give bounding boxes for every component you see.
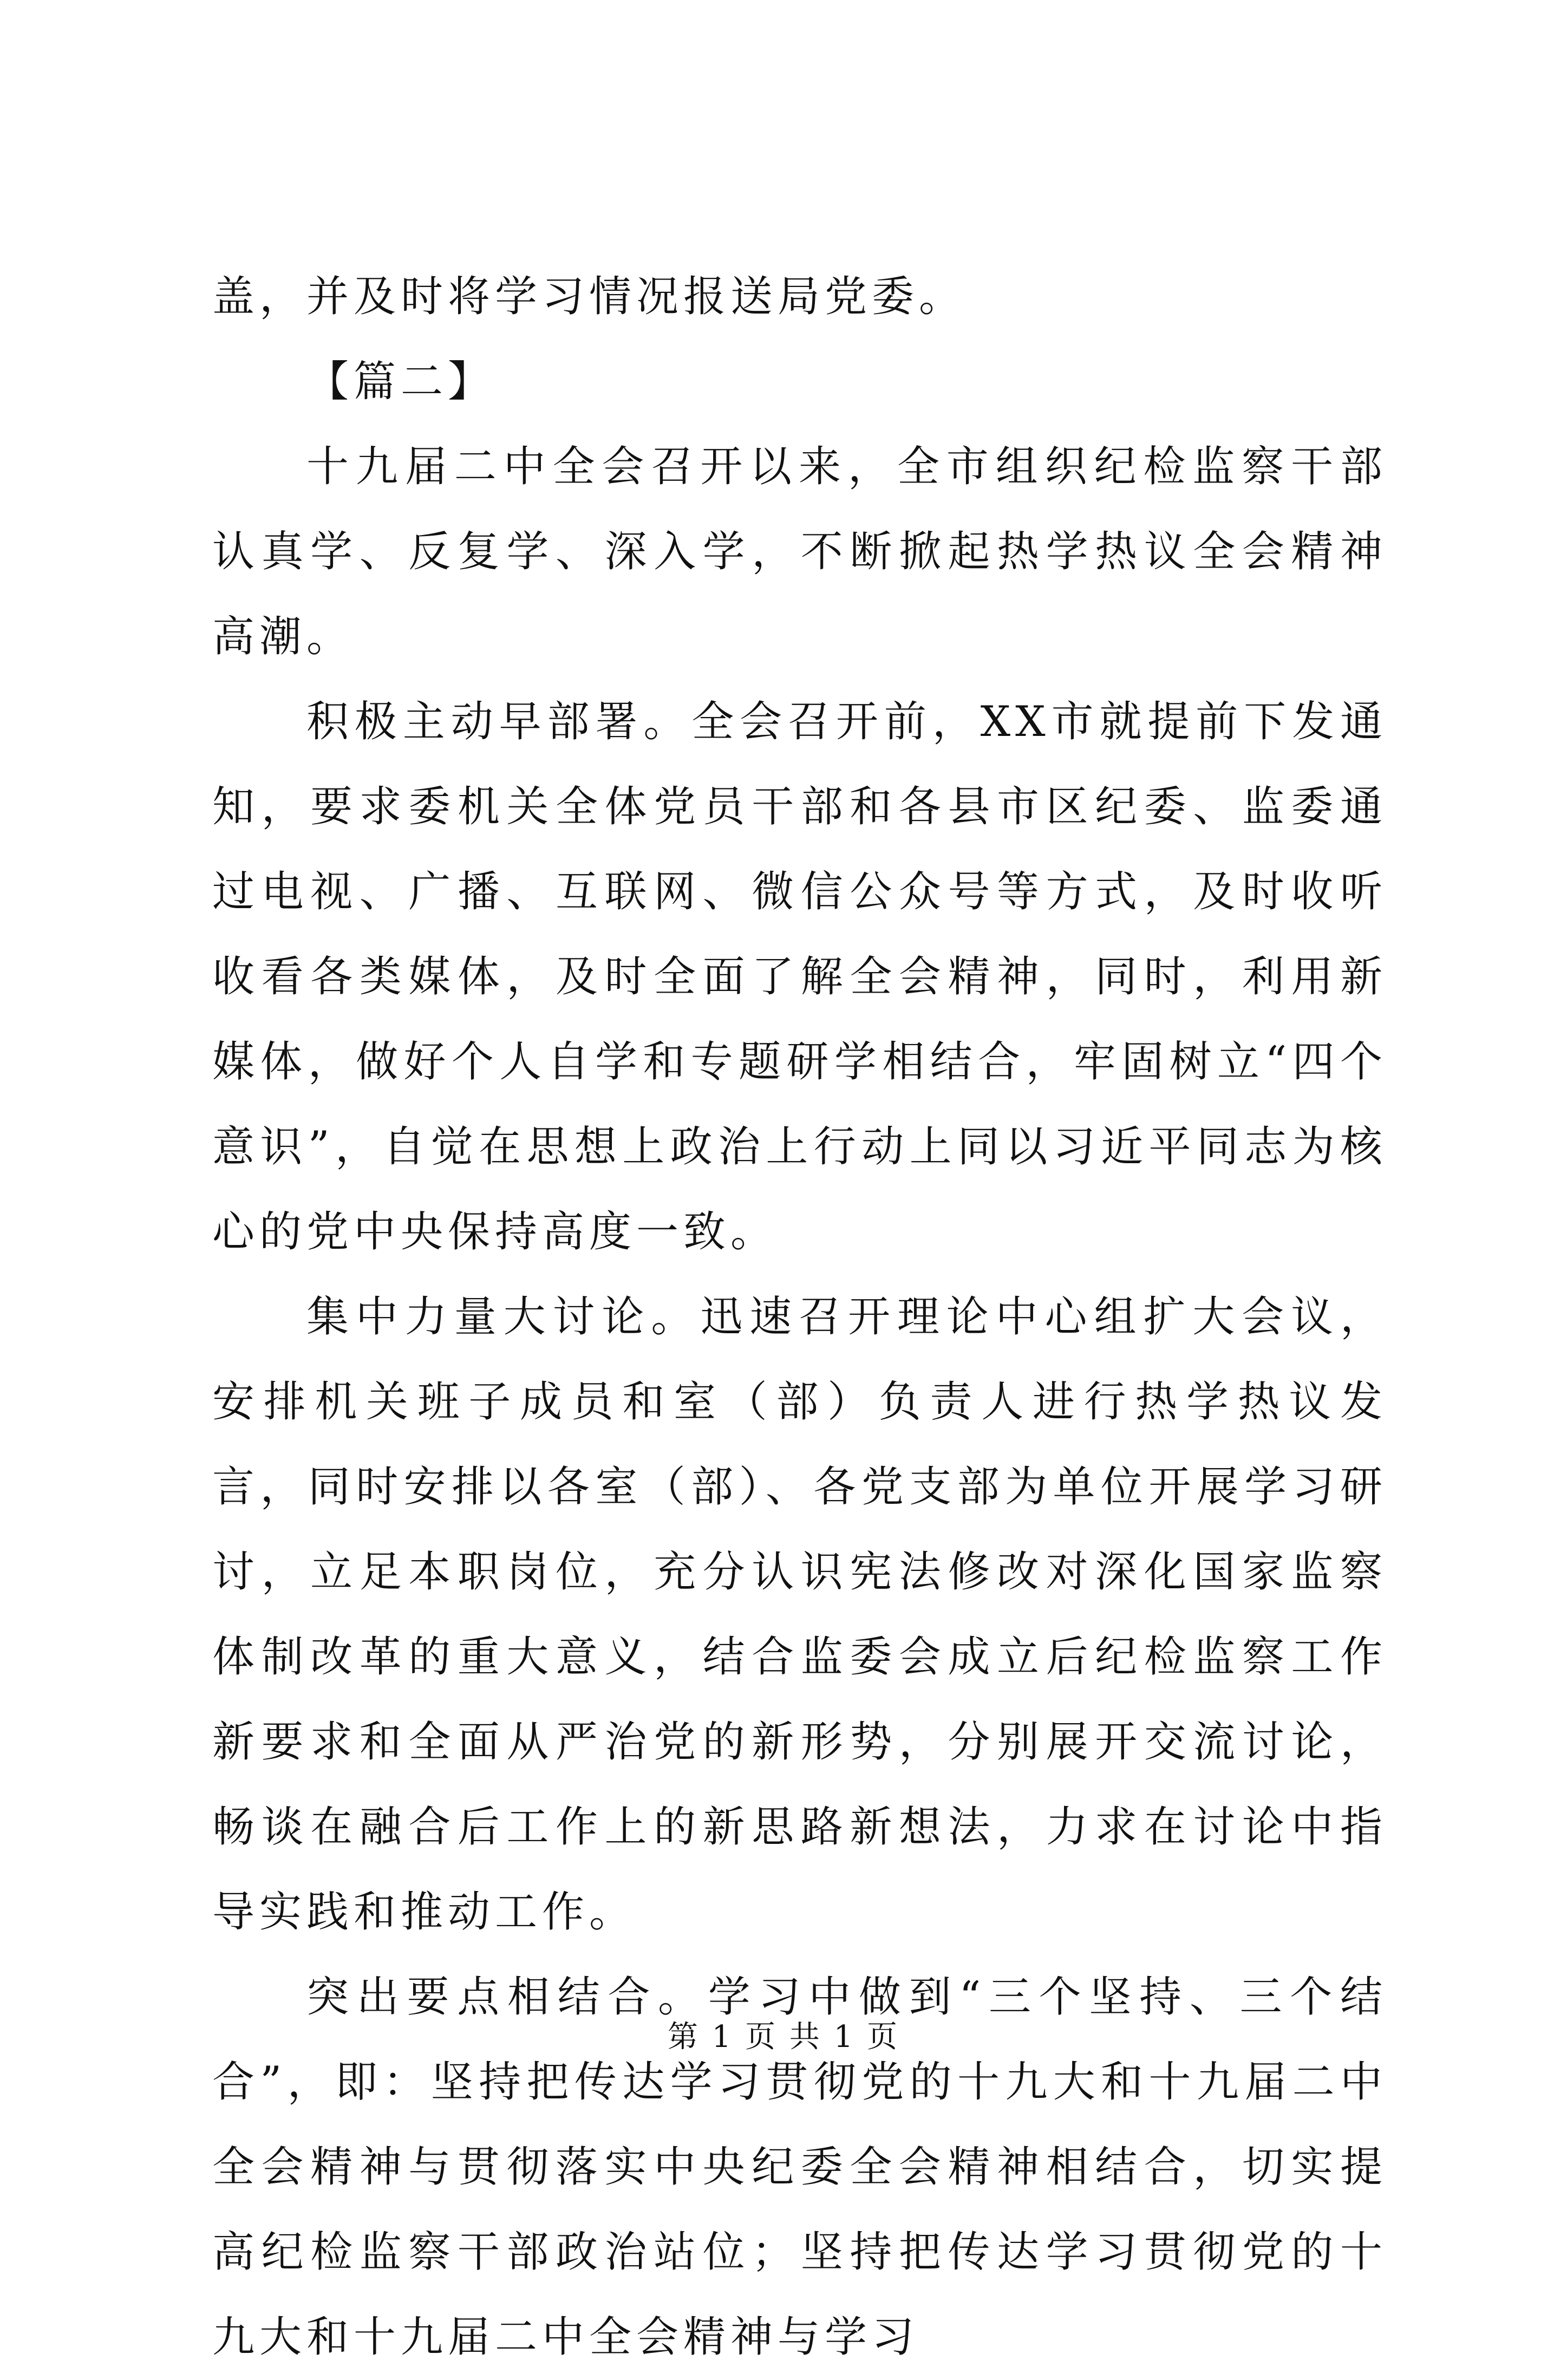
paragraph-key-points: 突出要点相结合。学习中做到“三个坚持、三个结合”，即：坚持把传达学习贯彻党的十九大和十九届二中全会精神与贯彻落实中央纪委全会精神相结合，切实提高纪检监察干部政治站位；坚持把传达学习贯彻党的十九大和十九届二中全会精神与学习 [212, 1973, 1387, 2362]
document-body [212, 255, 1387, 2380]
page-number: 第 1 页 共 1 页 [667, 2019, 900, 2055]
paragraph-intro: 十九届二中全会召开以来，全市组织纪检监察干部认真学、反复学、深入学，不断掀起热学热议全会精神高潮。 [212, 442, 1387, 661]
paragraph-early-deployment: 积极主动早部署。全会召开前，XX市就提前下发通知，要求委机关全体党员干部和各县市区纪委、监委通过电视、广播、互联网、微信公众号等方式，及时收听收看各类媒体，及时全面了解全会精神，同时，利用新媒体，做好个人自学和专题研学相结合，牢固树立“四个意识”，自觉在思想上政治上行动上同以习近平同志为核心的党中央保持高度一致。 [212, 697, 1387, 1256]
paragraph-discussion: 集中力量大讨论。迅速召开理论中心组扩大会议，安排机关班子成员和室（部）负责人进行热学热议发言，同时安排以各室（部）、各党支部为单位开展学习研讨，立足本职岗位，充分认识宪法修改对深化国家监察体制改革的重大意义，结合监委会成立后纪检监察工作新要求和全面从严治党的新形势，分别展开交流讨论，畅谈在融合后工作上的新思路新想法，力求在讨论中指导实践和推动工作。 [212, 1293, 1387, 1936]
page-footer [0, 2016, 1567, 2059]
section-heading: 【篇二】 [306, 357, 495, 406]
continued-paragraph: 盖，并及时将学习情况报送局党委。 [212, 272, 967, 321]
